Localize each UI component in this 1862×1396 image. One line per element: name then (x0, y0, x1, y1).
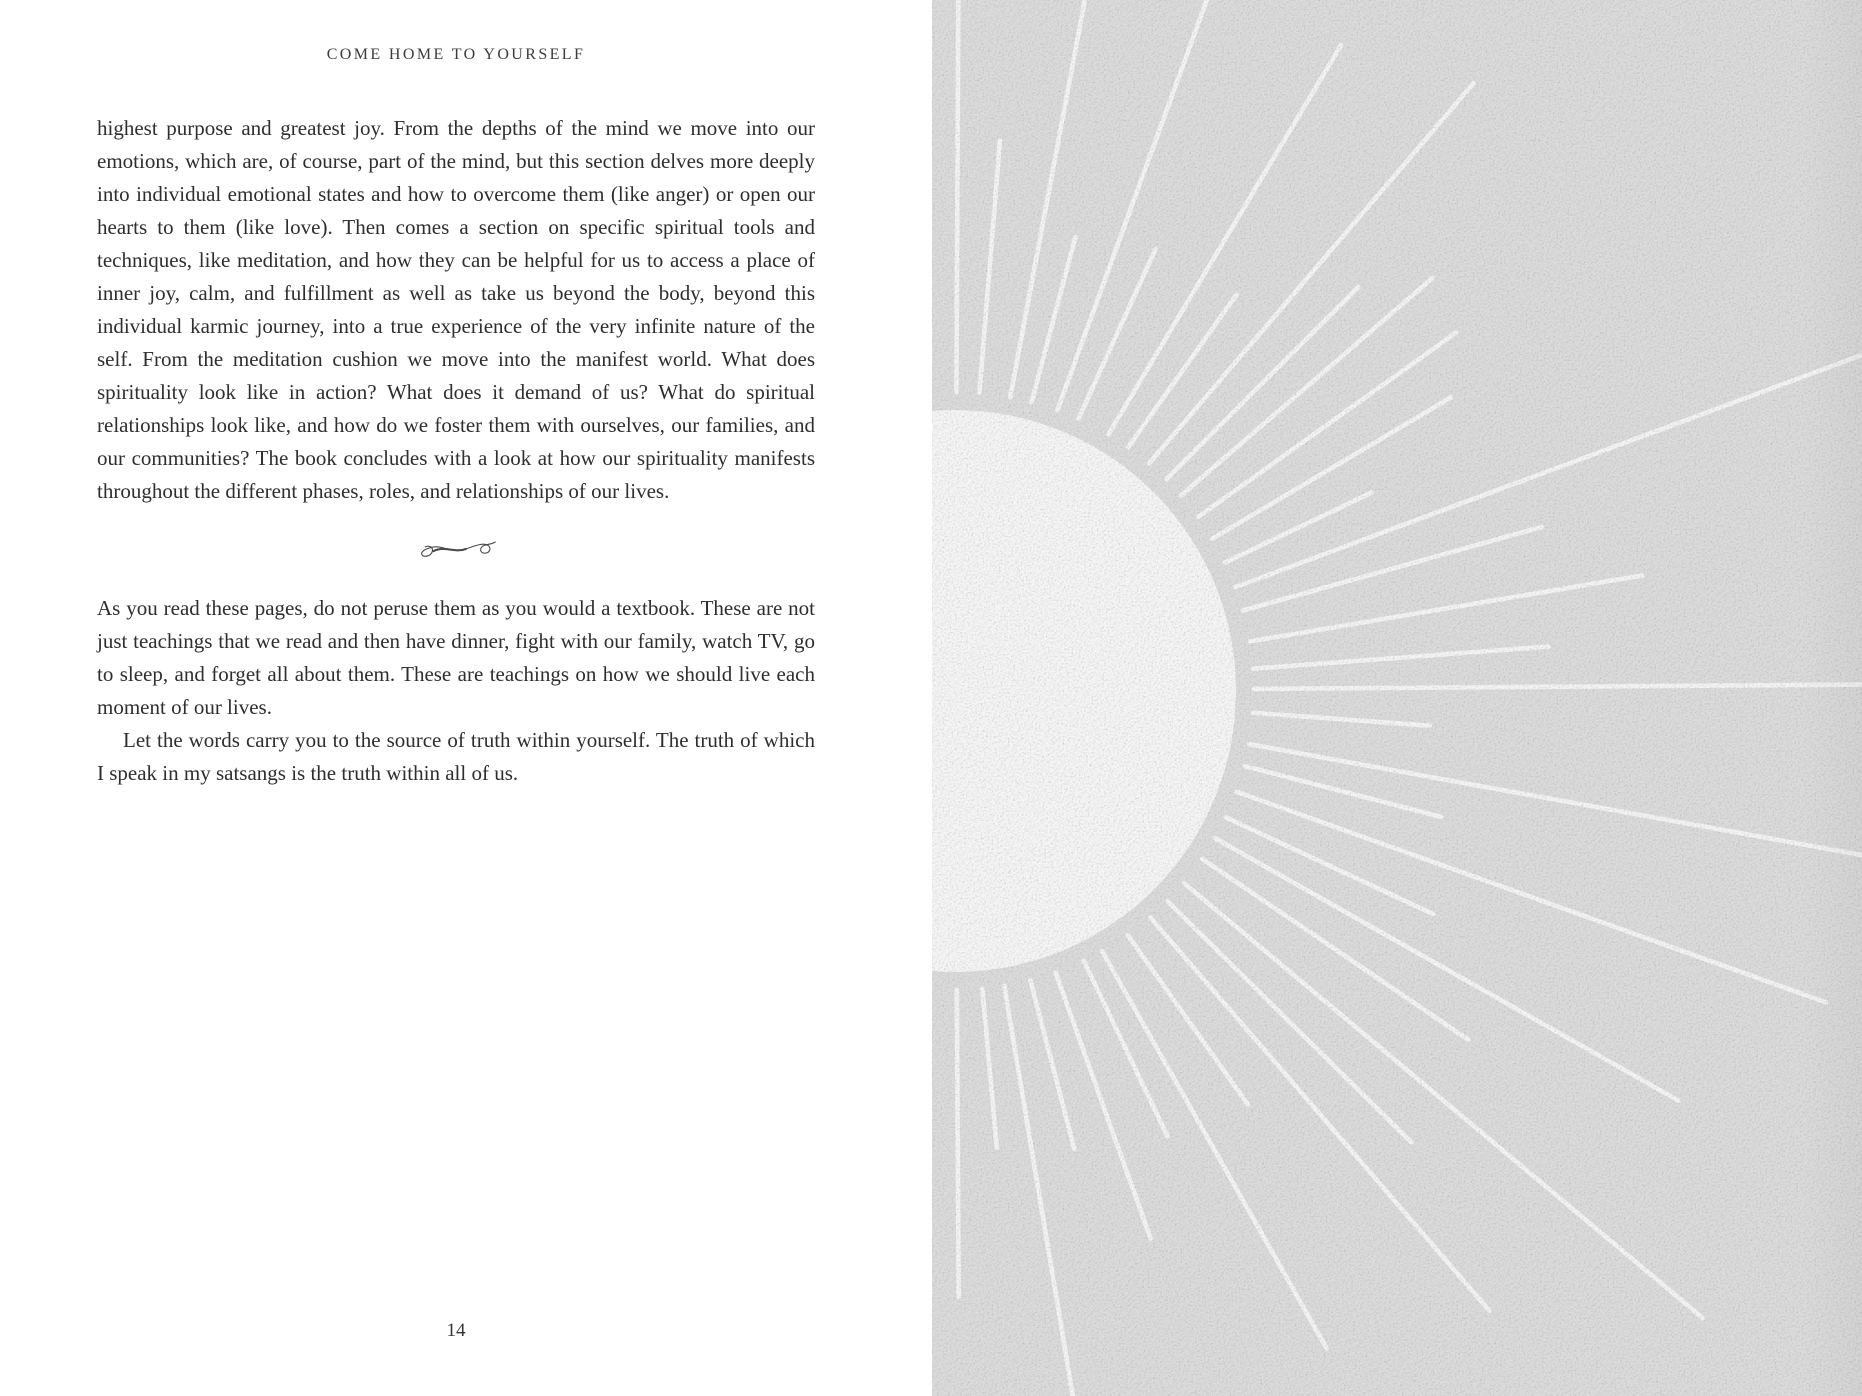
paragraph-3: Let the words carry you to the source of truth within yourself. The truth of which I speak in my satsangs is the truth within all of us. (97, 728, 815, 785)
art-page (932, 0, 1862, 1396)
paragraph-2: As you read these pages, do not peruse them as you would a textbook. These are not just teachings that we read and then have dinner, fight with our family, watch TV, go to sleep, and forget all about them. These are teachings on how we should live each moment of our lives. (97, 596, 815, 719)
page-number: 14 (446, 1320, 466, 1341)
running-header: COME HOME TO YOURSELF (326, 46, 586, 63)
flourish-divider (97, 518, 815, 580)
flourish-icon (414, 532, 498, 566)
paragraph-1: highest purpose and greatest joy. From the depths of the mind we move into our emotions, which are, of course, part of the mind, but this section delves more deeply into individual emotional states and how to overcome them (like anger) or open our hearts to them (like love). Then comes a section on specific spiritual tools and techniques, like meditation, and how they can be helpful for us to access a place of inner joy, calm, and fulfillment as well as take us beyond the body, beyond this individual karmic journey, into a true experience of the very infinite nature of the self. From the meditation cushion we move into the manifest world. What does spirituality look like in action? What does it demand of us? What do spiritual relationships look like, and how do we foster them with ourselves, our families, and our communities? The book concludes with a look at how our spirituality manifests throughout the different phases, roles, and relationships of our lives. (97, 116, 815, 503)
sunburst-icon (932, 0, 1862, 1396)
body-text (97, 112, 815, 790)
